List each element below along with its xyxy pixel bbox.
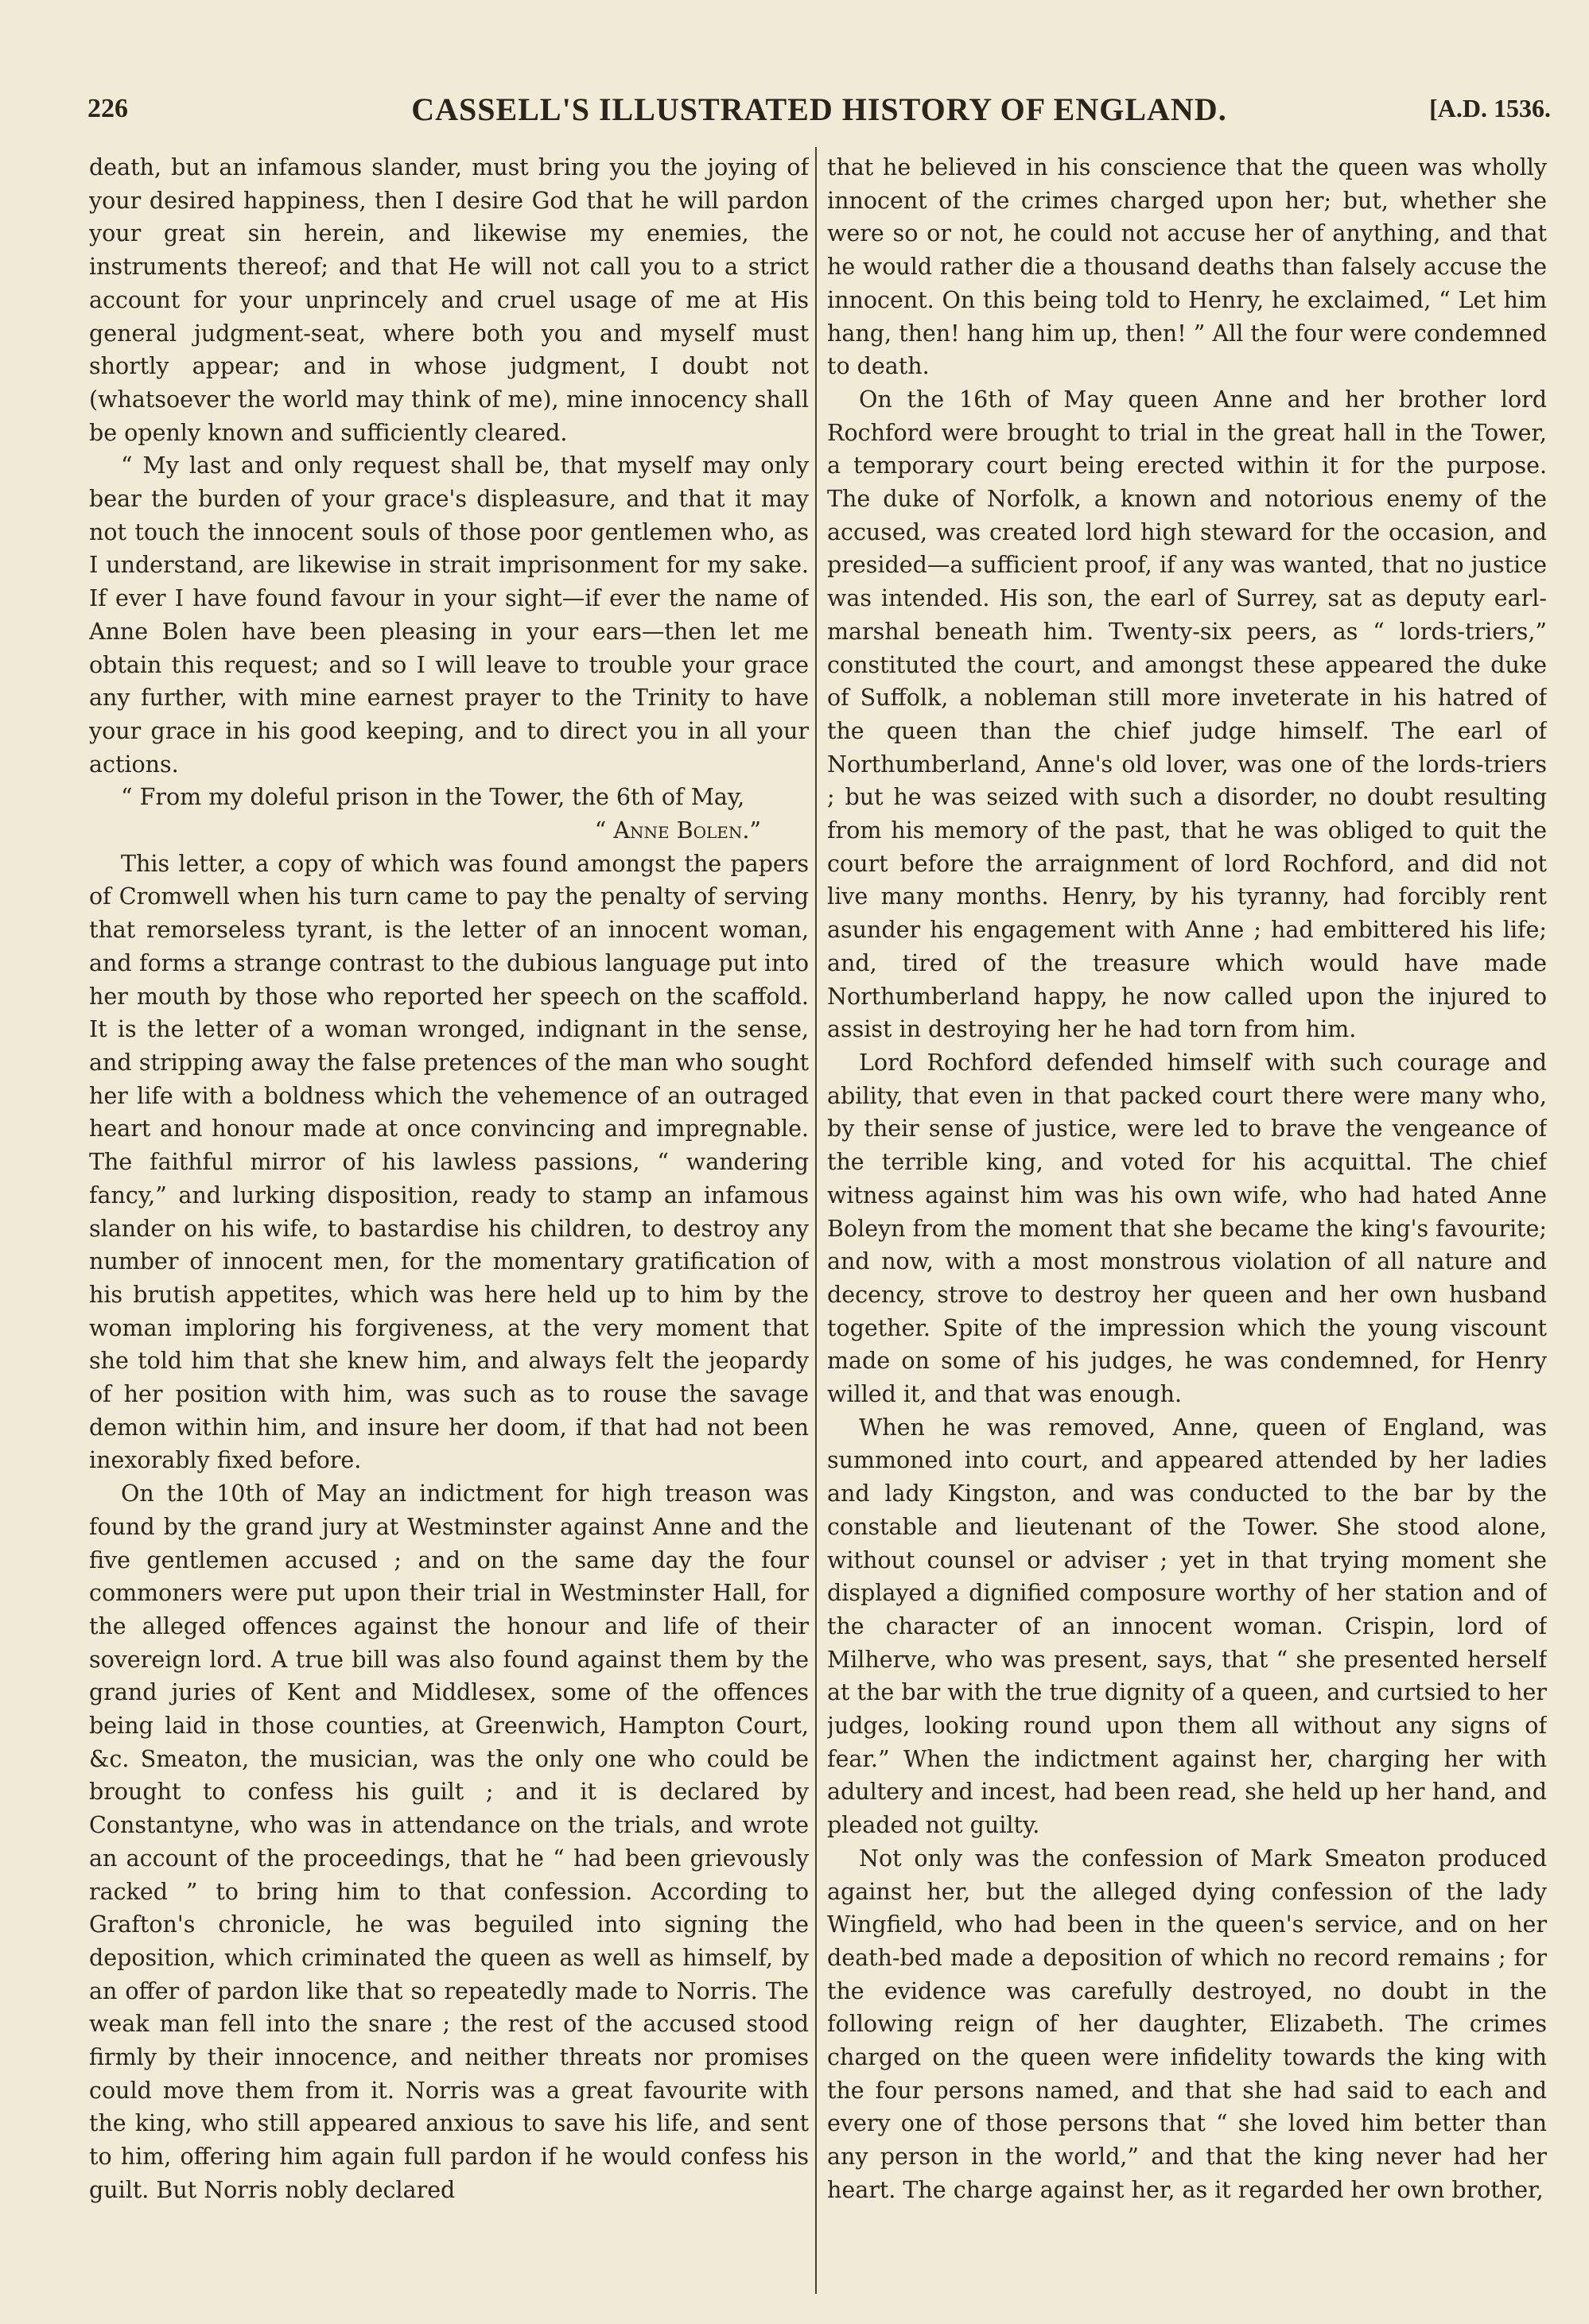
- paragraph: “ My last and only request shall be, that myself may only bear the burden of your grace's displeasure, and that it may not touch the innocent souls of those poor gentlemen who, as I understand, are likewise in strait imprisonment for my sake. If ever I have found favour in your sight—if ever the name of Anne Bolen have been pleasing in your ears—then let me obtain this request; and so I will leave to trouble your grace any further, with mine earnest prayer to the Trinity to have your grace in his good keeping, and to direct you in all your actions.: [89, 452, 809, 778]
- paragraph: On the 10th of May an indictment for high treason was found by the grand jury at Westminster against Anne and the five gentlemen accused ; and on the same day the four commoners were put upon their trial in Westminster Hall, for the alleged offences against the honour and life of their sovereign lord. A true bill was also found against them by the grand juries of Kent and Middlesex, some of the offences being laid in those counties, at Greenwich, Hampton Court, &c. Smeaton, the musician, was the only one who could be brought to confess his guilt ; and it is declared by Constantyne, who was in attendance on the trials, and wrote an account of the proceedings, that he “ had been grievously racked ” to bring him to that confession. According to Grafton's chronicle, he was beguiled into signing the deposition, which criminated the queen as well as himself, by an offer of pardon like that so repeatedly made to Norris. The weak man fell into the snare ; the rest of the accused stood firmly by their innocence, and neither threats nor promises could move them from it. Norris was a great favourite with the king, who still appeared anxious to save his life, and sent to him, offering him again full pardon if he would confess his guilt. But Norris nobly declared: [89, 1480, 809, 2203]
- paragraph: When he was removed, Anne, queen of England, was summoned into court, and appeared attended by her ladies and lady Kingston, and was conducted to the bar by the constable and lieutenant of the Tower. She stood alone, without counsel or adviser ; yet in that trying moment she displayed a dignified composure worthy of her station and of the character of an innocent woman. Crispin, lord of Milherve, who was present, says, that “ she presented herself at the bar with the true dignity of a queen, and curtsied to her judges, looking round upon them all without any signs of fear.” When the indictment against her, charging her with adultery and incest, had been read, she held up her hand, and pleaded not guilty.: [827, 1414, 1547, 1839]
- running-title: CASSELL'S ILLUSTRATED HISTORY OF ENGLAND.: [411, 91, 1227, 127]
- paragraph: death, but an infamous slander, must bring you the joying of your desired happiness, then I desire God that he will pardon your great sin herein, and likewise my enemies, the instruments thereof; and that He will not call you to a strict account for your unprincely and cruel usage of me at His general judgment-seat, where both you and myself must shortly appear; and in whose judgment, I doubt not (whatsoever the world may think of me), mine innocency shall be openly known and sufficiently cleared.: [89, 154, 809, 446]
- paragraph: On the 16th of May queen Anne and her brother lord Rochford were brought to trial in the great hall in the Tower, a temporary court being erected within it for the purpose. The duke of Norfolk, a known and notorious enemy of the accused, was created lord high steward for the occasion, and presided—a sufficient proof, if any was wanted, that no justice was intended. His son, the earl of Surrey, sat as deputy earl-marshal beneath him. Twenty-six peers, as “ lords-triers,” constituted the court, and amongst these appeared the duke of Suffolk, a nobleman still more inveterate in his hatred of the queen than the chief judge himself. The earl of Northumberland, Anne's old lover, was one of the lords-triers ; but he was seized with such a disorder, no doubt resulting from his memory of the past, that he was obliged to quit the court before the arraignment of lord Rochford, and did not live many months. Henry, by his tyranny, had forcibly rent asunder his engagement with Anne ; had embittered his life; and, tired of the treasure which would have made Northumberland happy, he now called upon the injured to assist in destroying her he had torn from him.: [827, 386, 1547, 1043]
- paragraph: This letter, a copy of which was found amongst the papers of Cromwell when his turn came to pay the penalty of serving that remorseless tyrant, is the letter of an innocent woman, and forms a strange contrast to the dubious language put into her mouth by those who reported her speech on the scaffold. It is the letter of a woman wronged, indignant in the sense, and stripping away the false pretences of the man who sought her life with a boldness which the vehemence of an outraged heart and honour made at once convincing and impregnable. The faithful mirror of his lawless passions, “ wandering fancy,” and lurking disposition, ready to stamp an infamous slander on his wife, to bastardise his children, to destroy any number of innocent men, for the momentary gratification of his brutish appetites, which was here held up to him by the woman imploring his forgiveness, at the very moment that she told him that she knew him, and always felt the jeopardy of her position with him, was such as to rouse the savage demon within him, and insure her doom, if that had not been inexorably fixed before.: [89, 850, 809, 1474]
- paragraph: Lord Rochford defended himself with such courage and ability, that even in that packed court there were many who, by their sense of justice, were led to brave the vengeance of the terrible king, and voted for his acquittal. The chief witness against him was his own wife, who had hated Anne Boleyn from the moment that she became the king's favourite; and now, with a most monstrous violation of all nature and decency, strove to destroy her queen and her own husband together. Spite of the impression which the young viscount made on some of his judges, he was condemned, for Henry willed it, and that was enough.: [827, 1049, 1547, 1408]
- running-date: [A.D. 1536.: [1429, 94, 1551, 122]
- left-column: [89, 151, 809, 2298]
- page-number: 226: [87, 94, 128, 123]
- letter-signature: “ Anne Bolen.”: [594, 817, 761, 844]
- right-column: [827, 151, 1547, 2298]
- letter-dateline: “ From my doleful prison in the Tower, the 6th of May,: [121, 784, 745, 811]
- paragraph: Not only was the confession of Mark Smeaton produced against her, but the alleged dying confession of the lady Wingfield, who had been in the queen's service, and on her death-bed made a deposition of which no record remains ; for the evidence was carefully destroyed, no doubt in the following reign of her daughter, Elizabeth. The crimes charged on the queen were infidelity towards the king with the four persons named, and that she had said to each and every one of those persons that “ she loved him better than any person in the world,” and that the king never had her heart. The charge against her, as it regarded her own brother,: [827, 1845, 1547, 2203]
- paragraph: that he believed in his conscience that the queen was wholly innocent of the crimes charged upon her; but, whether she were so or not, he could not accuse her of anything, and that he would rather die a thousand deaths than falsely accuse the innocent. On this being told to Henry, he exclaimed, “ Let him hang, then! hang him up, then! ” All the four were condemned to death.: [827, 154, 1547, 380]
- page-header: [87, 89, 1551, 127]
- column-divider: [815, 147, 817, 2294]
